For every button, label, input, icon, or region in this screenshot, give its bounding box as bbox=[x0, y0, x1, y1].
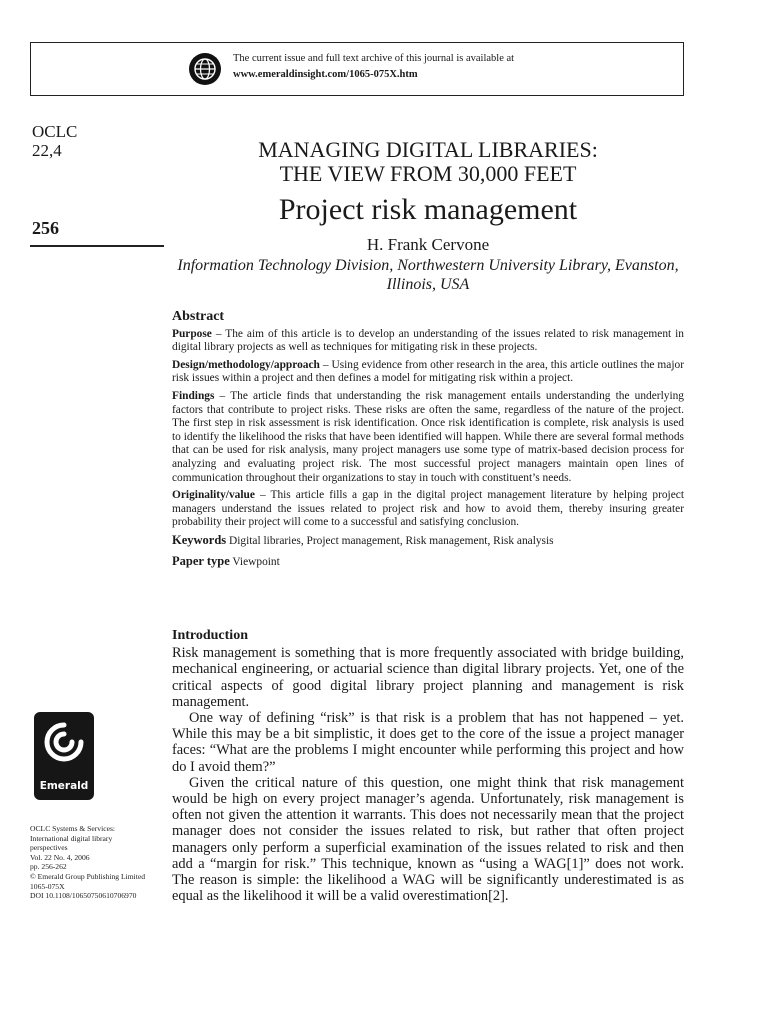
citation-line: 1065-075X bbox=[30, 881, 65, 891]
abstract-heading: Abstract bbox=[172, 309, 225, 324]
author-name: H. Frank Cervone bbox=[366, 235, 490, 254]
intro-paragraph-1: Risk management is something that is more frequently associated with bridge building, mechanical engineering, or actuarial science than digital library projects. Yet, one of the critical aspects of good digital library project planning and management is risk management. bbox=[172, 645, 684, 710]
citation-block bbox=[30, 824, 170, 901]
citation-line: perspectives bbox=[30, 843, 68, 853]
design-label: Design/methodology/approach bbox=[172, 358, 320, 371]
introduction-heading: Introduction bbox=[172, 628, 248, 643]
series-title-line1: MANAGING DIGITAL LIBRARIES: bbox=[258, 137, 598, 162]
findings-text: – The article finds that understanding the risk management entails understanding the underlying factors that contribute to project risks. These risks are often the same, regardless of the nature of the project. The first step in risk assessment is risk identification. Once risk identification is complete, risk analysis is used to identify the likelihood the risks that have been identified will happen. While there are several formal methods that can be used for risk analysis, many project managers use some type of matrix-based decision process for analyzing and evaluating project risk. The most successful project managers maintain open lines of communication throughout their organizations to stay in touch with constituent’s needs. bbox=[172, 389, 684, 484]
paper-type-label: Paper type bbox=[172, 553, 230, 568]
intro-paragraph-3: Given the critical nature of this question, one might think that risk management would be high on every project manager’s agenda. Unfortunately, risk management is often not given the attention it warrants. This does not necessarily mean that the project manager does not consider the issues related to risk, but rather that often project managers only perform a superficial examination of the issues related to risk and then add a “margin for risk.” This technique, known as “using a WAG[1]” does not work. The reason is simple: the likelihood a WAG will be significantly underestimated is as equal as the likelihood it will be a valid overestimation[2]. bbox=[172, 774, 684, 905]
abstract-purpose bbox=[172, 328, 684, 355]
abstract-paper-type bbox=[172, 555, 684, 570]
purpose-text: – The aim of this article is to develop an understanding of the issues related to risk management in digital library projects as well as techniques for mitigating risk in these projects. bbox=[172, 327, 684, 354]
findings-label: Findings bbox=[172, 389, 215, 402]
citation-line: pp. 256-262 bbox=[30, 862, 67, 872]
globe-icon bbox=[188, 52, 222, 86]
originality-text: – This article fills a gap in the digital project management literature by helping project managers understand the issues related to project risk and how to avoid them, thereby insuring greater probability their project will come to a successful and satisfying conclusion. bbox=[172, 489, 684, 529]
introduction-section bbox=[172, 628, 684, 904]
author-affiliation bbox=[172, 256, 684, 294]
journal-header-box bbox=[30, 42, 684, 96]
citation-line: International digital library bbox=[30, 833, 113, 843]
emerald-logo bbox=[34, 712, 94, 800]
sidebar-divider bbox=[30, 245, 164, 247]
journal-url-link[interactable]: www.emeraldinsight.com/1065-075X.htm bbox=[233, 69, 418, 80]
citation-doi[interactable]: DOI 10.1108/10650750610706970 bbox=[30, 891, 137, 901]
abstract-findings bbox=[172, 390, 684, 485]
journal-name: OCLC bbox=[32, 122, 78, 141]
article-title: Project risk management bbox=[278, 193, 578, 226]
abstract-originality bbox=[172, 489, 684, 530]
affiliation-line1: Information Technology Division, Northwestern University Library, Evanston, bbox=[177, 257, 679, 274]
keywords-label: Keywords bbox=[172, 532, 227, 547]
page-number: 256 bbox=[32, 218, 59, 238]
series-title-line2: THE VIEW FROM 30,000 FEET bbox=[279, 161, 577, 186]
keywords-text: Digital libraries, Project management, Risk management, Risk analysis bbox=[226, 534, 554, 547]
citation-line: © Emerald Group Publishing Limited bbox=[30, 871, 146, 881]
citation-line: OCLC Systems & Services: bbox=[30, 824, 116, 833]
design-text: – Using evidence from other research in the area, this article outlines the major risk issues within a project and then defines a model for mitigating risk within a project. bbox=[172, 358, 684, 385]
affiliation-line2: Illinois, USA bbox=[386, 276, 470, 293]
emerald-logo-icon bbox=[43, 721, 85, 763]
series-title bbox=[172, 138, 684, 186]
intro-paragraph-2: One way of defining “risk” is that risk is a problem that has not happened – yet. While this may be a bit simplistic, it does get to the core of the issue a project manager faces: “What are the problems I might encounter while performing this project and how do I avoid them?” bbox=[172, 710, 684, 775]
archive-notice: The current issue and full text archive of this journal is available at bbox=[233, 53, 515, 64]
purpose-label: Purpose bbox=[172, 327, 212, 340]
volume-issue: 22,4 bbox=[32, 141, 62, 160]
abstract-section bbox=[172, 310, 684, 573]
paper-type-text: Viewpoint bbox=[229, 555, 280, 568]
journal-volume bbox=[32, 122, 77, 160]
citation-line: Vol. 22 No. 4, 2006 bbox=[30, 852, 90, 862]
abstract-design bbox=[172, 359, 684, 386]
emerald-brand-text: Emerald bbox=[39, 780, 89, 792]
abstract-keywords bbox=[172, 534, 684, 549]
originality-label: Originality/value bbox=[172, 489, 255, 502]
